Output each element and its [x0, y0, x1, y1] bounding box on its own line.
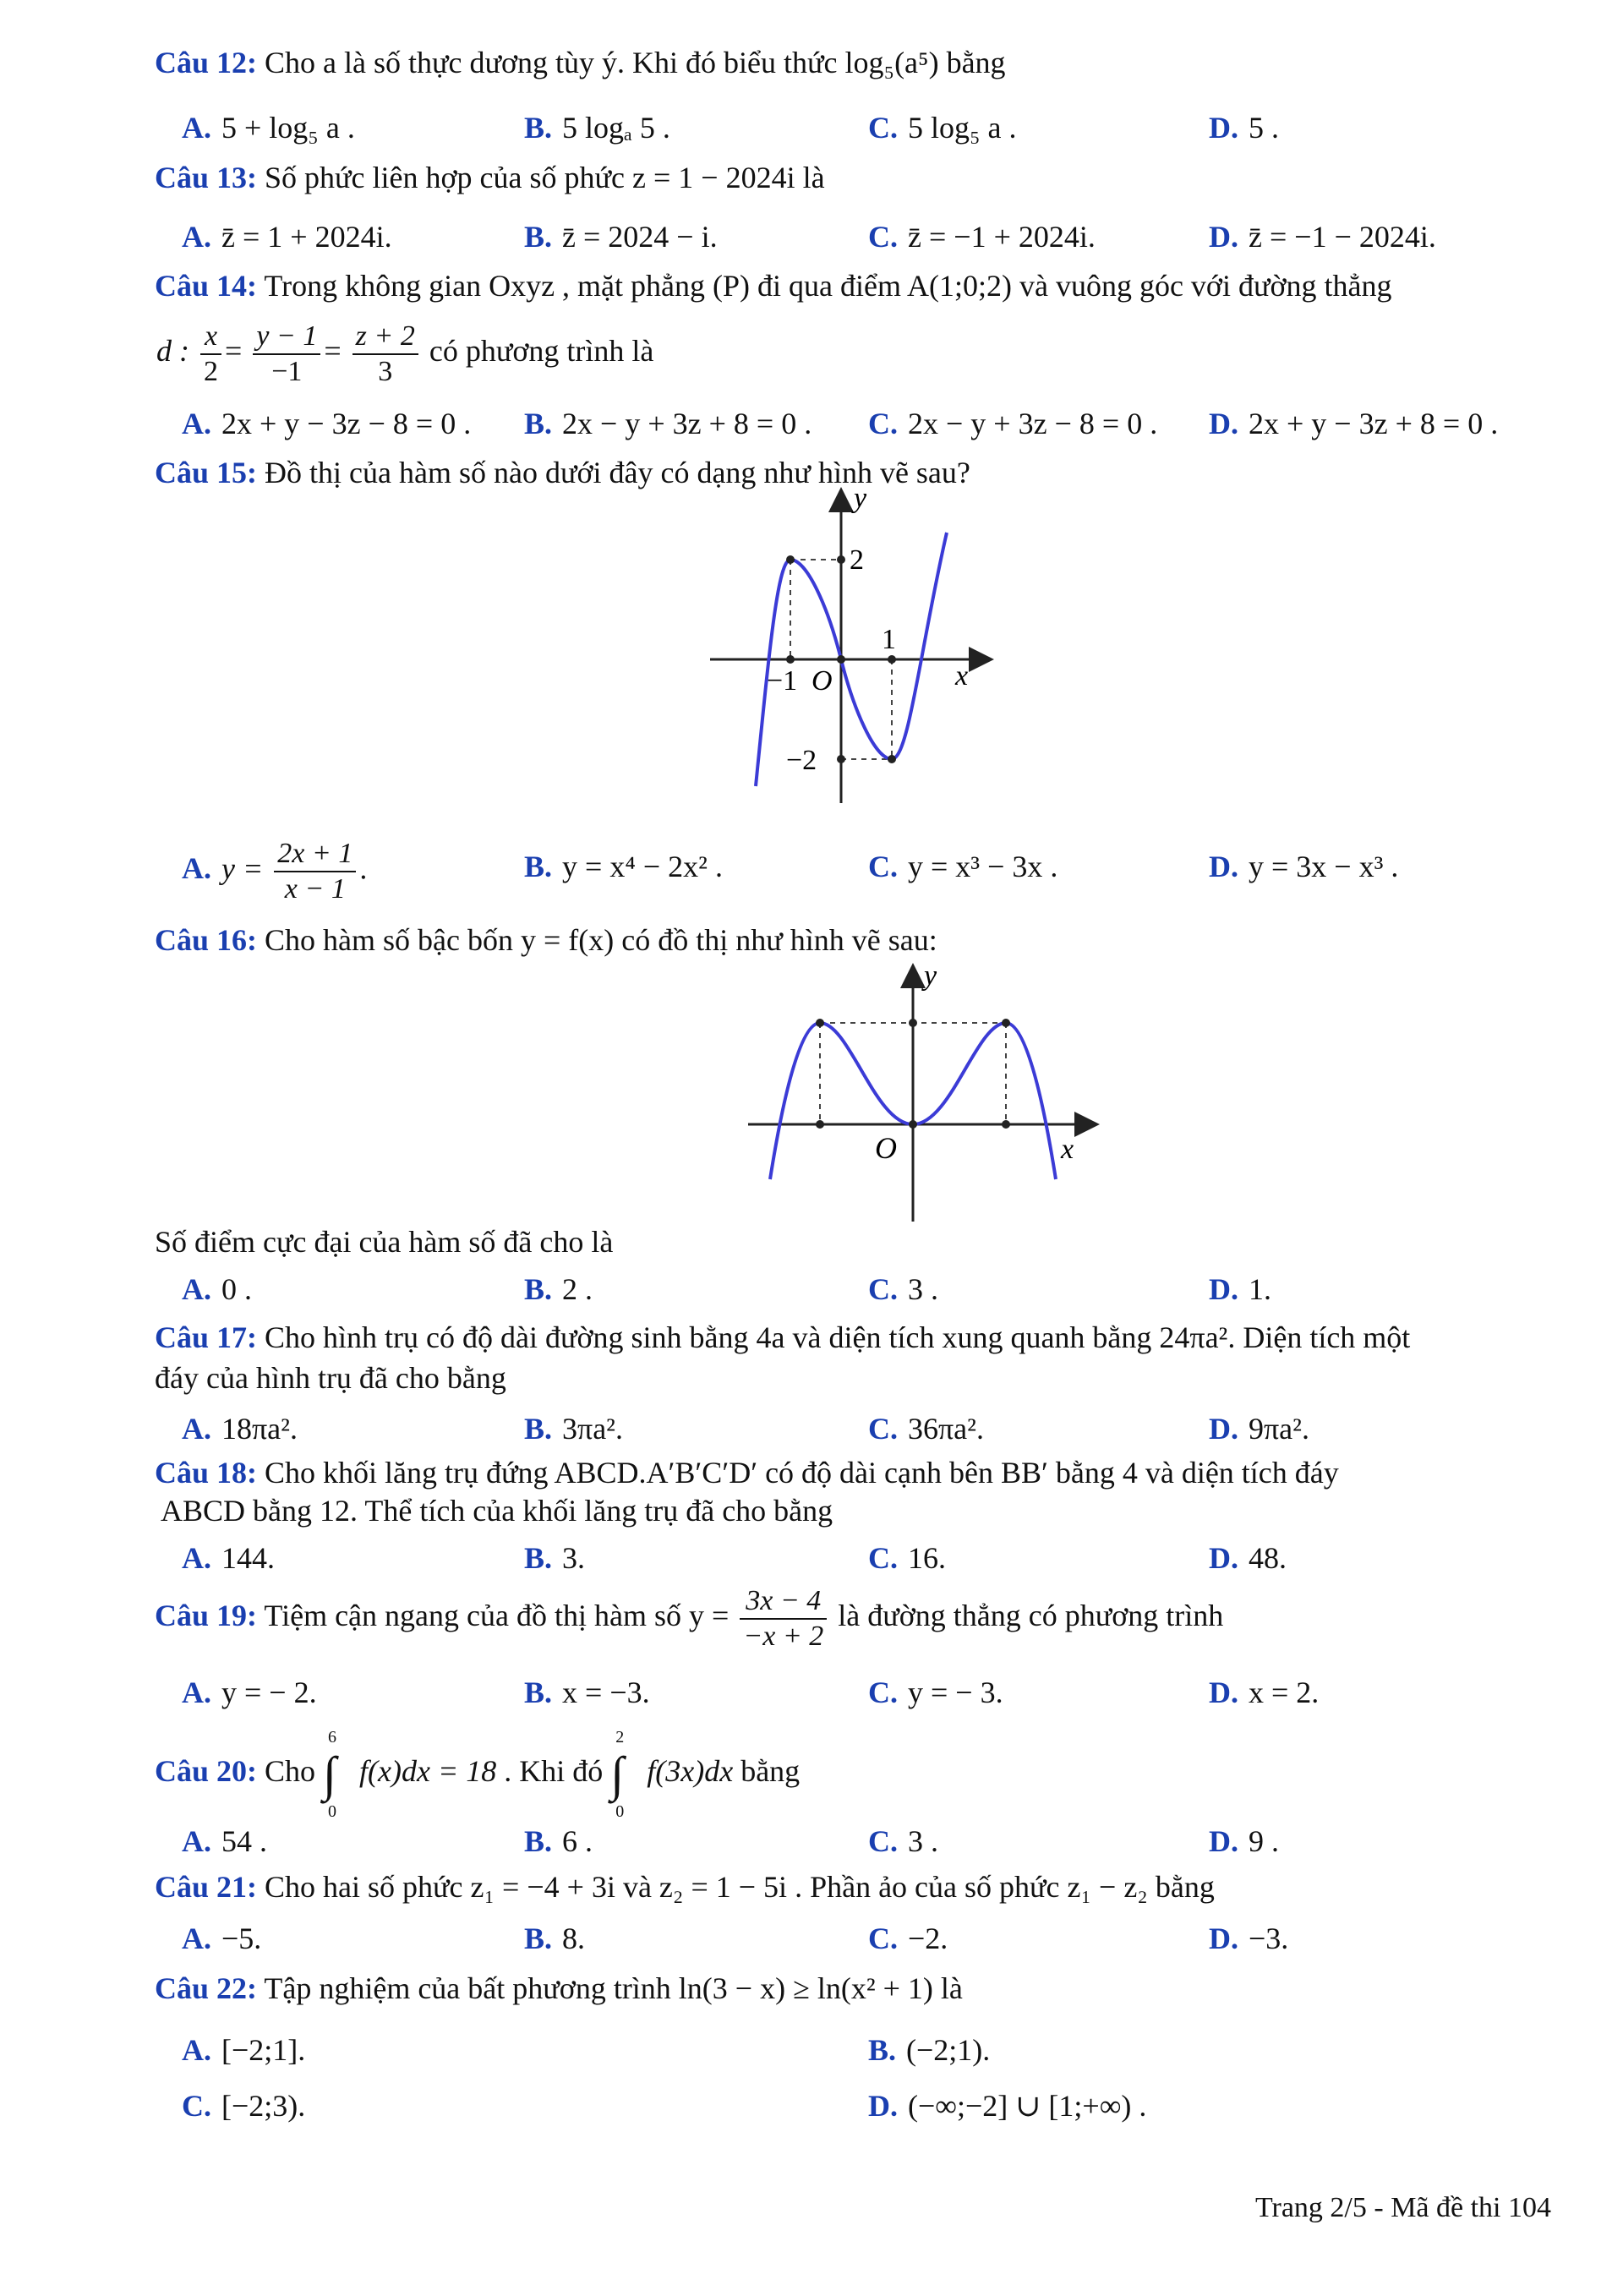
option-b: B. 3. — [524, 1541, 586, 1575]
options-row — [182, 2029, 1568, 2071]
integral: 2 ∫ 0 — [610, 1727, 625, 1821]
question-text: Cho a là số thực dương tùy ý. Khi đó biểu thức log₅(a⁵) bằng — [265, 46, 1006, 79]
option-b: B. 6 . — [524, 1824, 593, 1858]
options-row — [182, 1671, 1568, 1714]
tick-label: 1 — [882, 624, 896, 655]
option-c: C. y = − 3. — [868, 1676, 1003, 1709]
question-text: Cho hai số phức z₁ = −4 + 3i và z₂ = 1 − 5i . Phần ảo của số phức z₁ − z₂ bằng — [265, 1870, 1215, 1904]
tick-label: 2 — [850, 544, 864, 576]
y-label: y — [854, 483, 867, 514]
option-b: B. z̄ = 2024 − i. — [524, 220, 718, 254]
option-c: C. 2x − y + 3z − 8 = 0 . — [868, 407, 1158, 440]
options-row — [182, 2085, 1568, 2127]
question-text: Tiệm cận ngang của đồ thị hàm số y = — [264, 1599, 730, 1632]
options-row — [182, 1917, 1568, 1960]
option-a: A. z̄ = 1 + 2024i. — [182, 220, 392, 254]
origin-label: O — [812, 665, 833, 697]
cubic-graph — [702, 482, 1006, 812]
fraction: $\frac{y - 1}{-1}$ — [253, 320, 320, 389]
question-12 — [155, 44, 1006, 81]
question-text: Trong không gian Oxyz , mặt phẳng (P) đi qua điểm A(1;0;2) và vuông góc với đường thẳng — [264, 269, 1392, 303]
question-text: Cho hình trụ có độ dài đường sinh bằng 4a và diện tích xung quanh bằng 24πa². Diện tích một — [265, 1320, 1411, 1354]
option-d: D. 9πa². — [1209, 1412, 1309, 1446]
fraction: $\frac{x}{2}$ — [200, 320, 221, 389]
option-c: C. [−2;3). — [182, 2089, 306, 2123]
question-13 — [155, 159, 825, 196]
options-row — [182, 107, 1568, 149]
option-a: A. 0 . — [182, 1272, 252, 1306]
option-d: D. 2x + y − 3z + 8 = 0 . — [1209, 407, 1499, 440]
options-row — [182, 1268, 1568, 1310]
option-c: C. 5 log₅ a . — [868, 111, 1017, 145]
question-17-cont: đáy của hình trụ đã cho bằng — [155, 1361, 506, 1395]
option-c: C. 16. — [868, 1541, 946, 1575]
option-d: D. 48. — [1209, 1541, 1287, 1575]
options-row — [182, 402, 1568, 445]
option-c: C. 3 . — [868, 1272, 938, 1306]
fraction: $\frac{2x + 1}{x - 1}$ — [274, 837, 356, 906]
option-d: D. y = 3x − x³ . — [1209, 850, 1399, 883]
question-14 — [155, 267, 1391, 304]
options-row — [182, 216, 1568, 258]
option-c: C. z̄ = −1 + 2024i. — [868, 220, 1096, 254]
tick-label: −2 — [786, 745, 817, 776]
option-b: B. x = −3. — [524, 1676, 650, 1709]
page-footer: Trang 2/5 - Mã đề thi 104 — [1254, 2192, 1551, 2223]
y-label: y — [924, 960, 937, 992]
question-20: Câu 20: Cho 6 ∫ 0 f(x)dx = 18 . Khi đó 2 ∫ 0 f(3x)dx bằng — [155, 1727, 801, 1821]
option-d: D. x = 2. — [1209, 1676, 1320, 1709]
tick-label: −1 — [767, 665, 798, 697]
question-16 — [155, 921, 937, 959]
fraction: $\frac{z + 2}{3}$ — [352, 320, 418, 389]
question-18 — [155, 1454, 1339, 1491]
option-a: A. 5 + log₅ a . — [182, 111, 355, 145]
option-b: B. 2x − y + 3z + 8 = 0 . — [524, 407, 812, 440]
question-label: Câu 19: — [155, 1599, 258, 1632]
option-b: B. 5 logₐ 5 . — [524, 111, 670, 145]
option-d: D. 1. — [1209, 1272, 1271, 1306]
question-14-line-equation: d : $\frac{x}{2}$ = $\frac{y - 1}{-1}$ = $\frac{z + 2}{3}$ có phương trình là — [156, 320, 654, 387]
x-label: x — [1061, 1134, 1074, 1165]
origin-label: O — [875, 1131, 897, 1165]
option-c: C. 36πa². — [868, 1412, 984, 1446]
question-18-cont: ABCD bằng 12. Thể tích của khối lăng trụ đã cho bằng — [161, 1494, 833, 1528]
option-a: A. y = $\frac{2x + 1}{x - 1}$ . — [182, 838, 368, 905]
option-c: C. −2. — [868, 1922, 948, 1955]
option-c: C. y = x³ − 3x . — [868, 850, 1058, 883]
question-label: Câu 22: — [155, 1971, 258, 2005]
option-d: D. (−∞;−2] ∪ [1;+∞) . — [868, 2089, 1147, 2123]
option-a: A. 144. — [182, 1541, 275, 1575]
question-label: Câu 16: — [155, 923, 258, 957]
question-text: Đồ thị của hàm số nào dưới đây có dạng như hình vẽ sau? — [265, 456, 970, 489]
question-17 — [155, 1319, 1410, 1356]
question-label: Câu 14: — [155, 269, 258, 303]
option-a: A. y = − 2. — [182, 1676, 317, 1709]
question-text: Tập nghiệm của bất phương trình ln(3 − x) ≥ ln(x² + 1) là — [264, 1971, 963, 2005]
x-label: x — [955, 660, 969, 692]
fraction: $\frac{3x - 4}{-x + 2}$ — [740, 1584, 827, 1654]
option-a: A. [−2;1]. — [182, 2033, 306, 2067]
question-text: Số phức liên hợp của số phức z = 1 − 2024i là — [265, 161, 825, 194]
option-a: A. −5. — [182, 1922, 262, 1955]
question-label: Câu 12: — [155, 46, 258, 79]
question-label: Câu 17: — [155, 1320, 258, 1354]
question-label: Câu 20: — [155, 1754, 258, 1788]
option-b: B. (−2;1). — [868, 2033, 991, 2067]
question-19: Câu 19: Tiệm cận ngang của đồ thị hàm số y = $\frac{3x - 4}{-x + 2}$ là đường thẳng có phương trình — [155, 1584, 1224, 1652]
question-text: Cho hàm số bậc bốn y = f(x) có đồ thị như hình vẽ sau: — [265, 923, 937, 957]
question-21 — [155, 1868, 1215, 1905]
option-d: D. 5 . — [1209, 111, 1279, 145]
options-row — [182, 1820, 1568, 1862]
option-b: B. 2 . — [524, 1272, 593, 1306]
options-row — [182, 837, 1568, 905]
option-b: B. y = x⁴ − 2x² . — [524, 850, 723, 883]
option-a: A. 18πa². — [182, 1412, 298, 1446]
question-22 — [155, 1970, 963, 2007]
option-d: D. 9 . — [1209, 1824, 1279, 1858]
integral: 6 ∫ 0 — [323, 1727, 337, 1821]
quartic-graph — [740, 959, 1112, 1230]
option-a: A. 2x + y − 3z − 8 = 0 . — [182, 407, 472, 440]
option-b: B. 8. — [524, 1922, 586, 1955]
question-label: Câu 13: — [155, 161, 258, 194]
option-a: A. 54 . — [182, 1824, 267, 1858]
question-label: Câu 18: — [155, 1456, 258, 1490]
option-b: B. 3πa². — [524, 1412, 623, 1446]
question-text: Cho khối lăng trụ đứng ABCD.A′B′C′D′ có độ dài cạnh bên BB′ bằng 4 và diện tích đáy — [265, 1456, 1339, 1490]
option-d: D. −3. — [1209, 1922, 1289, 1955]
options-row — [182, 1537, 1568, 1579]
question-label: Câu 21: — [155, 1870, 258, 1904]
options-row — [182, 1408, 1568, 1450]
option-d: D. z̄ = −1 − 2024i. — [1209, 220, 1436, 254]
option-c: C. 3 . — [868, 1824, 938, 1858]
question-16-ask: Số điểm cực đại của hàm số đã cho là — [155, 1225, 614, 1259]
question-label: Câu 15: — [155, 456, 258, 489]
